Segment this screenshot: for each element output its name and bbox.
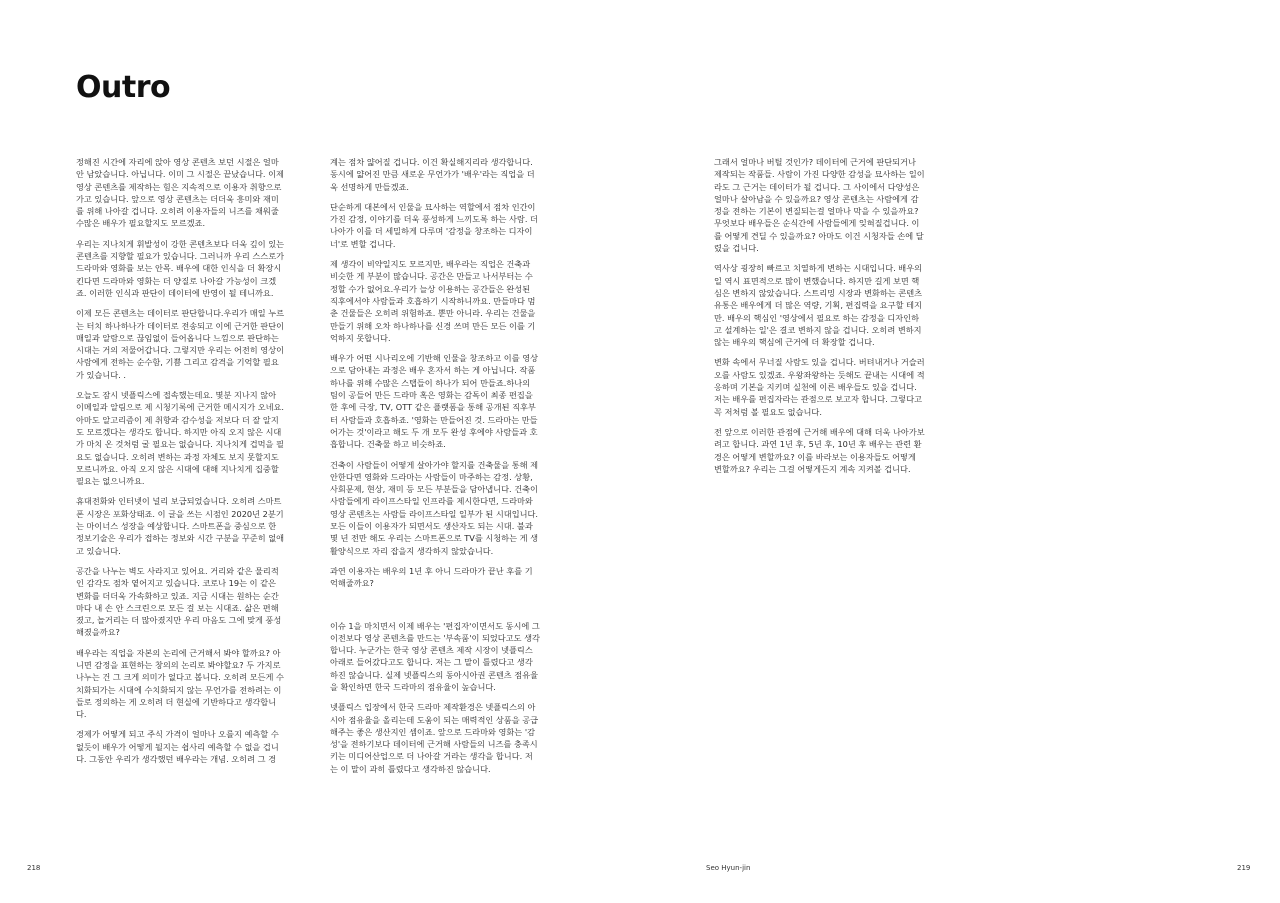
paragraph: 정해진 시간에 자리에 앉아 영상 콘텐츠 보던 시절은 얼마 안 남았습니다. 아닙니다. 이미 그 시절은 끝났습니다. 이제 영상 콘텐츠를 제작하는 힘은 지속적으로 이용자 취향으로 가고 있습니다. 앞으로 영상 콘텐츠는 더더욱 흥미와 재미를 위해 나아갈 겁니다. 오히려 이용자들의 니즈를 채워줄 수많은 배우가 필요할지도 모르겠죠. <box>76 157 284 229</box>
paragraph: 역사상 굉장히 빠르고 치열하게 변하는 시대입니다. 배우의 일 역시 표면적으로 많이 변했습니다. 하지만 길게 보면 핵심은 변하지 않았습니다. 스트리밍 시장과 변화하는 콘텐츠 유통은 배우에게 더 많은 역량, 기획, 편집력을 요구할 테지만. 배우의 핵심인 '영상에서 필요로 하는 감정을 디자인하고 설계하는 일'은 결코 변하지 않을 겁니다. 오히려 변하지 않는 배우의 핵심에 근거에 더 확장할 겁니다. <box>714 263 923 348</box>
paragraph: 넷플릭스 입장에서 한국 드라마 제작환경은 넷플릭스의 아시아 점유율을 올리는데 도움이 되는 매력적인 상품을 공급해주는 좋은 생산지인 셈이죠. 앞으로 드라마와 영화는 '감성'을 전하기보다 데이터에 근거해 사람들의 니즈를 충족시키는 미디어산업으로 더 나아갈 거라는 생각을 합니다. 저는 이 말이 과히 틀렸다고 생각하진 않습니다. <box>330 702 539 774</box>
paragraph: 건축이 사람들이 어떻게 살아가야 할지를 건축물을 통해 제안한다면 영화와 드라마는 사람들이 마주하는 감정. 상황, 사회문제, 현상, 재미 등 모든 부분들을 담아냅니다. 건축이 사람들에게 라이프스타일 인프라를 제시한다면, 드라마와 영상 콘텐츠는 사람들 라이프스타일 일부가 된 시대입니다. 모든 이들이 이용자가 되면서도 생산자도 되는 시대. 불과 몇 년 전만 해도 우리는 스마트폰으로 TV를 시청하는 게 생활양식으로 자리 잡을지 생각하지 않았습니다. <box>330 459 539 556</box>
text-column-2 <box>330 156 540 783</box>
paragraph: 이제 모든 콘텐츠는 데이터로 판단합니다.우리가 매일 누르는 터치 하나하나가 데이터로 전송되고 이에 근거한 판단이 매일과 알람으로 끊임없이 들어옵니다 느낌으로 판단하는 시대는 거의 저물어갑니다. 그렇지만 우리는 어전히 영상이 사람에게 전하는 순수함, 기쁨 그리고 감격을 기억할 필요가 있습니다. . <box>76 308 285 380</box>
paragraph: 단순하게 대본에서 인물을 묘사하는 역할에서 점차 인간이 가진 감정, 이야기를 더욱 풍성하게 느끼도록 하는 사람. 더 나아가 이를 더 세밀하게 다루며 '감정을 창조하는 디자이너'로 변할 겁니다. <box>330 201 538 249</box>
paragraph: 배우라는 직업을 자본의 논리에 근거해서 봐야 할까요? 아니면 감정을 표현하는 창의의 논리로 봐야할요? 두 가지로 나누는 건 그 크게 의미가 없다고 봅니다. 오히려 모든게 수치화되가는 시대에 수치화되지 않는 무언가를 전하려는 이들로 정의하는 게 오히려 더 현실에 기반하다고 생각합니다. <box>76 647 284 720</box>
paragraph: 배우가 어떤 시나리오에 기반해 인물을 창조하고 이를 영상으로 담아내는 과정은 배우 혼자서 하는 게 아닙니다. 작품 하나를 위해 수많은 스탭들이 하나가 되어 만들죠.하나의 팀이 공들어 만든 드라마 혹은 영화는 감독이 최종 편집을 한 후에 극장, TV, OTT 같은 플랫폼을 통해 공개된 직후부터 사람들과 호흡하죠. '영화는 만들어진 것. 드라마는 만들어가는 것'이라고 해도 두 개 모두 완성 후에야 사람들과 호흡합니다. 건축물 하고 비슷하죠. <box>330 353 539 450</box>
paragraph: 경제가 어떻게 되고 주식 가격이 얼마나 오를지 예측할 수 없듯이 배우가 어떻게 될지는 쉽사리 예측할 수 없을 겁니다. 그동안 우리가 생각했던 배우라는 개념. 오히려 그 경 <box>76 729 279 765</box>
spacer <box>330 598 540 612</box>
paragraph: 변화 속에서 무너질 사람도 있을 겁니다. 버텨내거나 거슬러 오를 사람도 있겠죠. 우왕좌왕하는 듯해도 끝내는 시대에 적응하며 기본을 지키며 실천에 이른 배우들도 있을 겁니다. 저는 배우를 편집자라는 관점으로 보고자 합니다. 그렇다고 꼭 저처럼 볼 필요도 없습니다. <box>714 357 925 417</box>
paragraph: 과연 이용자는 배우의 1년 후 아니 드라마가 끝난 후를 기억해줄까요? <box>330 565 533 589</box>
page-title: Outro <box>76 70 171 105</box>
text-column-3 <box>714 156 926 483</box>
text-column-1 <box>76 156 286 773</box>
paragraph: 제 생각이 비약일지도 모르지만, 배우라는 직업은 건축과 비슷한 게 부분이 많습니다. 공간은 만들고 나서부터는 수정할 수가 없어요.우리가 늘상 이용하는 공간들은 완성된 직후에서야 사람들과 호흡하기 시작하니까요. 만들마다 멈춘 건물들은 오히려 위험하죠. 뿐만 아니라. 우리는 건물을 만들기 위해 오차 하나하나를 신경 쓰며 만든 모든 이를 기억하지 못합니다. <box>330 259 536 343</box>
author-name: Seo Hyun-jin <box>706 864 751 872</box>
paragraph: 전 앞으로 이러한 관점에 근거해 배우에 대해 더욱 나아가보려고 합니다. 과연 1년 후, 5년 후, 10년 후 배우는 관련 환경은 어떻게 변할까요? 이를 바라보는 이용자들도 어떻게 변할까요? 우리는 그걸 어떻게든지 계속 지켜볼 겁니다. <box>714 426 925 474</box>
paragraph: 계는 점차 얇어질 겁니다. 이건 확실해지리라 생각합니다. 동시에 얇어진 만큼 새로운 무언가가 '배우'라는 직업을 더욱 선명하게 만들겠죠. <box>330 157 535 192</box>
paragraph: 이슈 1을 마치면서 이제 배우는 '편집자'이면서도 동시에 그 이전보다 영상 콘텐츠를 만드는 '부속품'이 되었다고도 생각합니다. 누군가는 한국 영상 콘텐츠 제작 시장이 넷플릭스 아래로 들어갔다고도 합니다. 저는 그 말이 틀렸다고 생각하진 않습니다. 실제 넷플릭스의 동아시아권 콘텐츠 점유율을 확인하면 한국 드라마의 점유율이 높습니다. <box>330 620 540 692</box>
page-number-left: 218 <box>27 864 41 872</box>
paragraph: 휴대전화와 인터넷이 널리 보급되었습니다. 오히려 스마트폰 시장은 포화상태죠. 이 글을 쓰는 시점인 2020년 2분기는 마이너스 성장을 예상합니다. 스마트폰을 중심으로 한 정보기술은 우리가 접하는 정보와 시간 구분을 꾸준히 없애고 있습니다. <box>76 496 285 556</box>
paragraph: 그래서 얼마나 버틸 것인가? 데이터에 근거에 판단되거나 제작되는 작품들. 사람이 가진 다양한 감성을 묘사하는 일이라도 그 근거는 데이터가 될 겁니다. 그 사이에서 다양성은 얼마나 살아남을 수 있을까요? 영상 콘텐츠는 사람에게 감정을 전하는 기본이 변질되는걸 얼마나 막을 수 있을까요? 무엇보다 배우들은 순식간에 사람들에게 잊혀질겁니다. 이를 어떻게 견딜 수 있을까요? 아마도 이건 시청자들 손에 달렸을 겁니다. <box>714 157 925 254</box>
paragraph: 공간을 나누는 벽도 사라지고 있어요. 거리와 같은 물리적인 감각도 점차 옅어지고 있습니다. 코로나 19는 이 같은 변화를 더더욱 가속화하고 있죠. 지금 시대는 원하는 순간마다 내 손 안 스크린으로 모든 걸 보는 시대죠. 삶은 편해졌고, 놀거리는 더 많아졌지만 우리 마음도 그에 맞게 풍성해졌을까요? <box>76 565 282 638</box>
paragraph: 우리는 지나치게 휘발성이 강한 콘텐츠보다 더욱 깊이 있는 콘텐츠를 지향할 필요가 있습니다. 그러니까 우리 스스로가 드라마와 영화를 보는 안목. 배우에 대한 인식을 더 확장시킨다면 드라마와 영화는 더 양질로 나아갈 가능성이 크겠죠. 이러한 인식과 판단이 데이터에 반영이 될 테니까요. <box>76 238 285 298</box>
paragraph: 오늘도 잠시 넷플릭스에 접속했는데요. 몇분 지나지 않아 이메일과 알림으로 제 시청기록에 근거한 메시지가 오네요. 아마도 알고리즘이 제 취향과 감수성을 저보다 더 잘 알지도 모르겠다는 생각도 합니다. 하지만 아직 오지 않은 시대가 마치 온 것처럼 굴 필요는 없습니다. 지나치게 겁먹을 필요도 없습니다. 오히려 변하는 과정 자체도 보지 못할지도 모르니까요. 아직 오지 않은 시대에 대해 지나치게 집중할 필요는 없으니까요. <box>76 390 285 487</box>
page-number-right: 219 <box>1237 864 1251 872</box>
